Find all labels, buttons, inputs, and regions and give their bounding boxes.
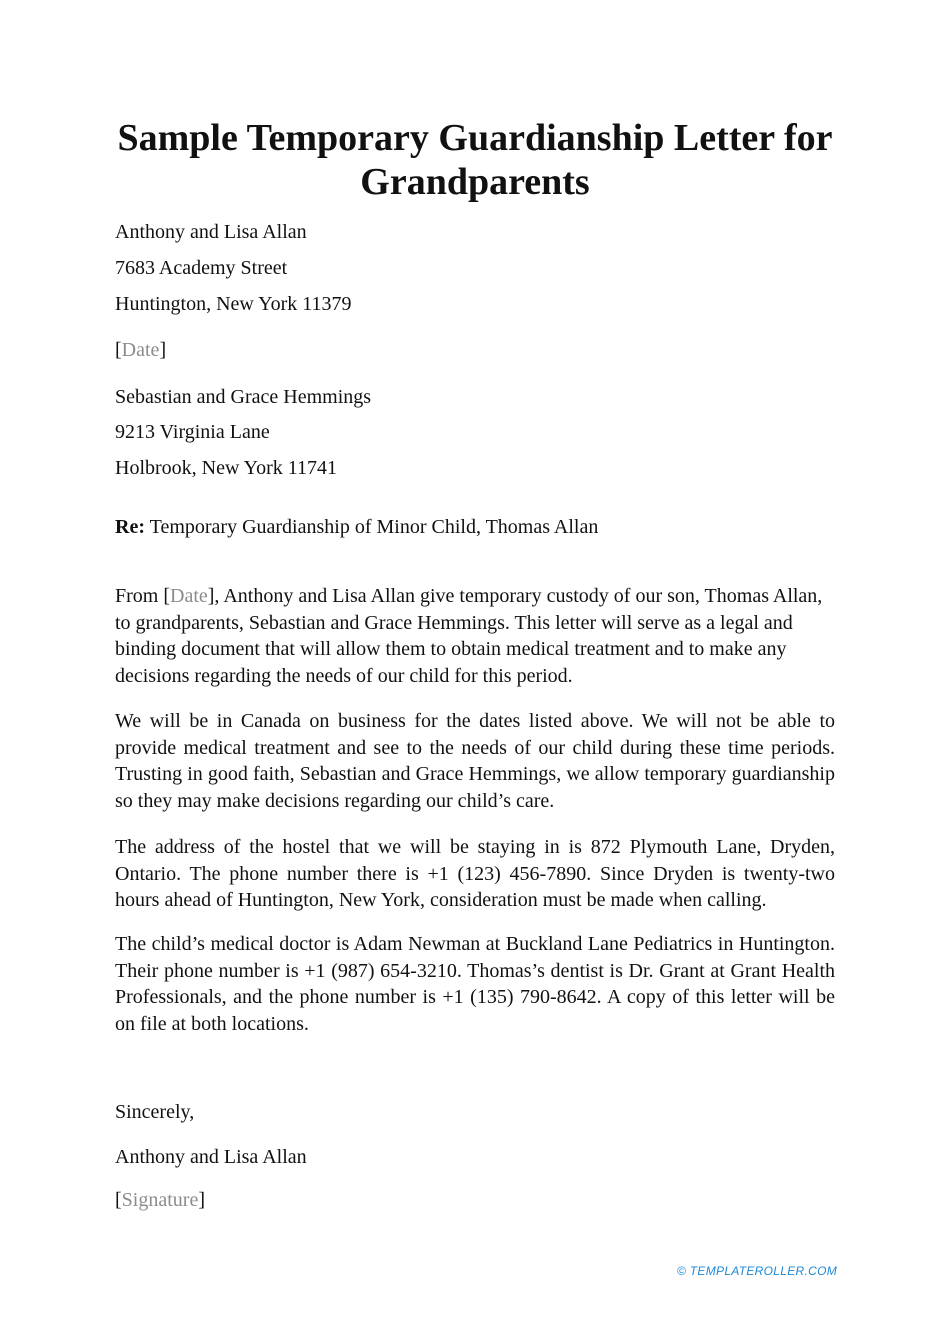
closing: Sincerely,	[115, 1101, 195, 1123]
paragraph-2: We will be in Canada on business for the dates listed above. We will not be able to provide medical treatment and see to the needs of our child during these time periods. Trusting in good faith, Sebastian and Grace Hemmings, we allow temporary guardianship so they may make decisions regarding our child’s care.	[115, 710, 835, 812]
signer-name: Anthony and Lisa Allan	[115, 1146, 307, 1168]
date-line: [Date]	[115, 339, 167, 361]
paragraph-1-prefix: From [	[115, 585, 170, 607]
sender-name: Anthony and Lisa Allan	[115, 221, 307, 243]
sender-street: 7683 Academy Street	[115, 257, 288, 279]
paragraph-4: The child’s medical doctor is Adam Newman at Buckland Lane Pediatrics in Huntington. Their phone number is +1 (987) 654-3210. Thomas’s dentist is Dr. Grant at Grant Health Professionals, and the phone number is +1 (135) 790-8642. A copy of this letter will be on file at both locations.	[115, 933, 835, 1035]
recipient-name: Sebastian and Grace Hemmings	[115, 386, 372, 408]
recipient-street: 9213 Virginia Lane	[115, 421, 270, 443]
signature-line: [Signature]	[115, 1189, 205, 1211]
paragraph-1	[115, 583, 835, 689]
subject-line	[115, 515, 598, 539]
paragraph-1-suffix: ], Anthony and Lisa Allan give temporary custody of our son, Thomas Allan, to grandparents, Sebastian and Grace Hemmings. This letter will serve as a legal and binding document that will allow them to obtain medical treatment and to make any decisions regarding the needs of our child for this period.	[115, 585, 823, 687]
paragraph-1-date-placeholder: Date	[170, 585, 208, 607]
subject-label: Re:	[115, 516, 145, 538]
subject-text: Temporary Guardianship of Minor Child, Thomas Allan	[144, 516, 599, 538]
paragraph-3: The address of the hostel that we will be staying in is 872 Plymouth Lane, Dryden, Ontario. The phone number there is +1 (123) 456-7890. Since Dryden is twenty-two hours ahead of Huntington, New York, consideration must be made when calling.	[115, 836, 835, 911]
document-title: Sample Temporary Guardianship Letter for Grandparents	[117, 117, 833, 203]
signature-placeholder: Signature	[121, 1189, 199, 1211]
recipient-city: Holbrook, New York 11741	[115, 457, 338, 479]
sender-city: Huntington, New York 11379	[115, 293, 352, 315]
date-placeholder: Date	[121, 339, 160, 361]
footer-link[interactable]: © TEMPLATEROLLER.COM	[677, 1264, 837, 1278]
